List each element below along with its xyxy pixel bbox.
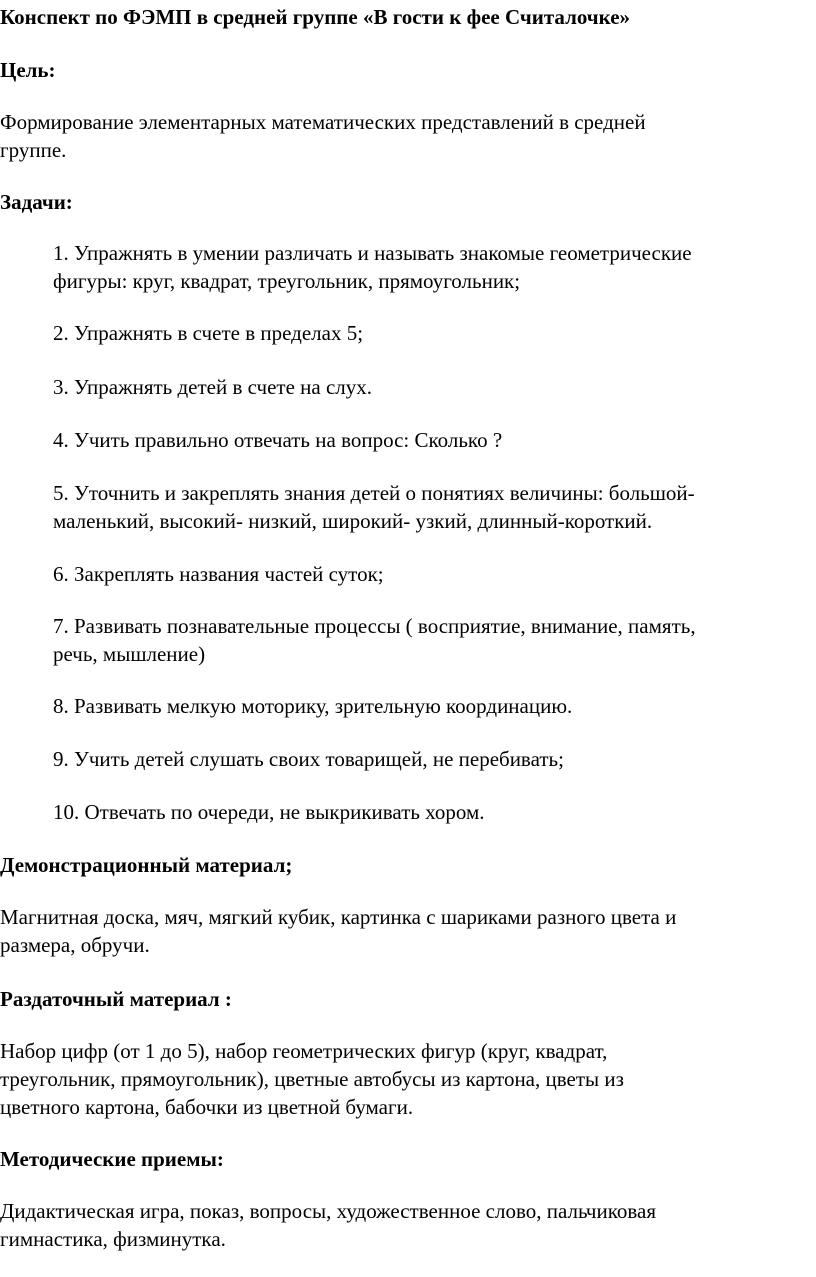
task-item-line: 8. Развивать мелкую моторику, зрительную координацию. xyxy=(53,694,573,718)
task-item-line: 10. Отвечать по очереди, не выкрикивать хором. xyxy=(53,800,485,824)
task-item-line: 1. Упражнять в умении различать и называть знакомые геометрические xyxy=(53,241,692,265)
task-item-line: 5. Уточнить и закреплять знания детей о понятиях величины: большой- xyxy=(53,481,695,505)
tasks-heading: Задачи: xyxy=(0,190,73,214)
task-item-line: 9. Учить детей слушать своих товарищей, не перебивать; xyxy=(53,747,564,771)
methods-text-line: гимнастика, физминутка. xyxy=(0,1227,226,1251)
handout-materials-text-line: Набор цифр (от 1 до 5), набор геометрических фигур (круг, квадрат, xyxy=(0,1039,608,1063)
demo-materials-heading: Демонстрационный материал; xyxy=(0,853,293,877)
task-item-line: 2. Упражнять в счете в пределах 5; xyxy=(53,321,364,345)
handout-materials-text-line: цветного картона, бабочки из цветной бумаги. xyxy=(0,1095,414,1119)
goal-text-line: Формирование элементарных математических представлений в средней xyxy=(0,110,646,134)
task-item-line: фигуры: круг, квадрат, треугольник, прямоугольник; xyxy=(53,269,521,293)
task-item-line: 4. Учить правильно отвечать на вопрос: Сколько ? xyxy=(53,428,503,452)
demo-materials-text-line: Магнитная доска, мяч, мягкий кубик, картинка с шариками разного цвета и xyxy=(0,905,677,929)
demo-materials-text-line: размера, обручи. xyxy=(0,933,150,957)
handout-materials-text-line: треугольник, прямоугольник), цветные автобусы из картона, цветы из xyxy=(0,1067,624,1091)
goal-text-line: группе. xyxy=(0,138,67,162)
task-item-line: 7. Развивать познавательные процессы ( восприятие, внимание, память, xyxy=(53,614,696,638)
task-item-line: 6. Закреплять названия частей суток; xyxy=(53,562,384,586)
task-item-line: речь, мышление) xyxy=(53,642,206,666)
methods-heading: Методические приемы: xyxy=(0,1147,224,1171)
goal-heading: Цель: xyxy=(0,58,56,82)
methods-text-line: Дидактическая игра, показ, вопросы, художественное слово, пальчиковая xyxy=(0,1199,656,1223)
document-title: Конспект по ФЭМП в средней группе «В гости к фее Считалочке» xyxy=(0,5,631,29)
task-item-line: маленький, высокий- низкий, широкий- узкий, длинный-короткий. xyxy=(53,509,653,533)
handout-materials-heading: Раздаточный материал : xyxy=(0,987,232,1011)
task-item-line: 3. Упражнять детей в счете на слух. xyxy=(53,375,373,399)
